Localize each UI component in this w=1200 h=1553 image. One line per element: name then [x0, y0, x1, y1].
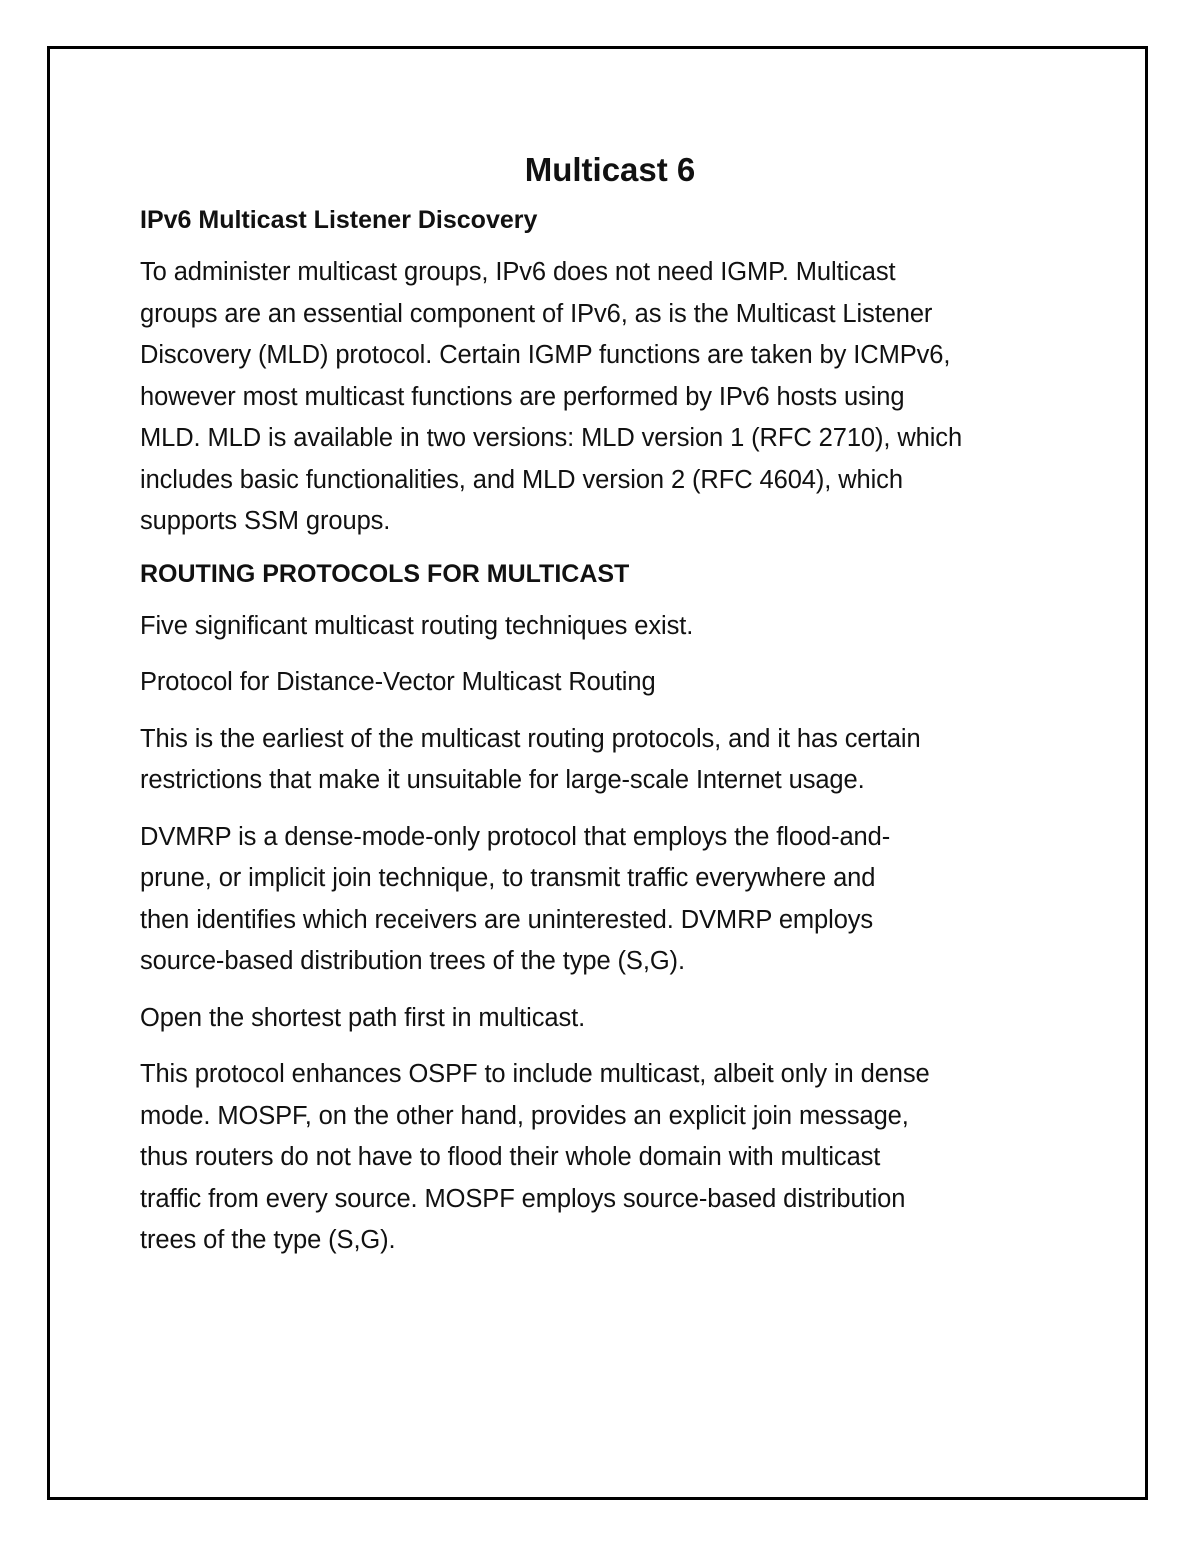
section-heading-mld: IPv6 Multicast Listener Discovery [140, 206, 538, 234]
paragraph-dvmrp-history [140, 719, 1080, 802]
text-line: This is the earliest of the multicast routing protocols, and it has certain [140, 724, 921, 753]
text-line: MLD. MLD is available in two versions: MLD version 1 (RFC 2710), which [140, 424, 963, 452]
text-line: restrictions that make it unsuitable for large-scale Internet usage. [140, 766, 865, 794]
section-heading-routing-protocols: ROUTING PROTOCOLS FOR MULTICAST [140, 559, 630, 588]
text-line: This protocol enhances OSPF to include multicast, albeit only in dense [140, 1060, 930, 1088]
text-line: groups are an essential component of IPv6, as is the Multicast Listener [140, 299, 933, 328]
text-line: thus routers do not have to flood their whole domain with multicast [140, 1143, 881, 1171]
text-line: prune, or implicit join technique, to transmit traffic everywhere and [140, 864, 876, 892]
paragraph-dvmrp-description [140, 817, 1080, 983]
text-line: Protocol for Distance-Vector Multicast Routing [140, 668, 656, 696]
text-line: traffic from every source. MOSPF employs source-based distribution [140, 1184, 906, 1213]
text-line: however most multicast functions are performed by IPv6 hosts using [140, 382, 905, 411]
paragraph-dvmrp-title [140, 662, 1080, 704]
text-line: source-based distribution trees of the type (S,G). [140, 947, 685, 975]
paragraph-mospf-description [140, 1054, 1080, 1262]
document-body [140, 140, 1080, 1277]
text-line: mode. MOSPF, on the other hand, provides an explicit join message, [140, 1101, 909, 1130]
paragraph-five-techniques [140, 606, 1080, 648]
text-line: includes basic functionalities, and MLD version 2 (RFC 4604), which [140, 465, 903, 494]
text-line: then identifies which receivers are uninterested. DVMRP employs [140, 905, 874, 934]
text-line: Five significant multicast routing techniques exist. [140, 611, 694, 640]
text-line: Discovery (MLD) protocol. Certain IGMP functions are taken by ICMPv6, [140, 341, 951, 369]
text-line: DVMRP is a dense-mode-only protocol that employs the flood-and- [140, 822, 891, 851]
text-line: supports SSM groups. [140, 507, 391, 535]
paragraph-mld-intro [140, 252, 1080, 543]
text-line: trees of the type (S,G). [140, 1226, 396, 1254]
paragraph-mospf-title [140, 998, 1080, 1040]
page-title: Multicast 6 [524, 151, 696, 188]
text-line: Open the shortest path first in multicast. [140, 1003, 586, 1032]
text-line: To administer multicast groups, IPv6 does not need IGMP. Multicast [140, 258, 896, 286]
